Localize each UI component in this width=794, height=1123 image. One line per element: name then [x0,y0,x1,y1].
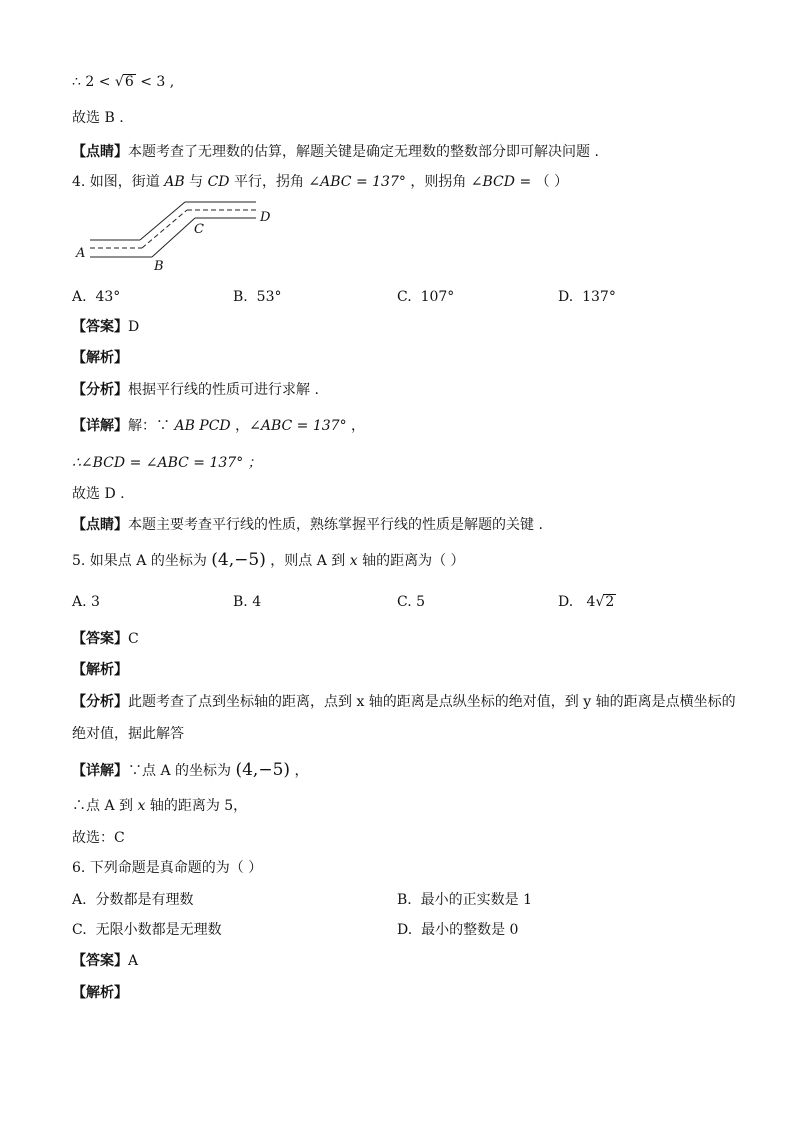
sqrt-radicand: 6 [124,74,134,90]
q4-option-a[interactable] [72,287,120,307]
q4-option-b[interactable] [233,287,281,307]
q5-answer [72,629,734,649]
q4-option-d[interactable] [558,287,616,307]
therefore-text: 轴的距离为 5， [145,798,248,814]
option-text: 无限小数都是无理数 [95,922,222,938]
fenxi-tag: 【分析】 [72,382,128,398]
q5-xiangjie [72,760,734,781]
q5-option-c[interactable] [397,592,425,612]
answer-tag: 【答案】 [72,319,128,335]
q5-fenxi-continued: 绝对值，据此解答 [72,726,184,742]
comment-tag: 【点睛】 [72,144,128,160]
inequality-right: < 3 , [135,74,175,90]
option-key: C. [72,922,87,938]
q4-therefore: ∴∠BCD = ∠ABC = 137° ； [72,455,262,471]
q4-math-angle-bcd: ∠BCD = [470,174,532,190]
figure-label-b: B [154,259,164,274]
option-key: A. [72,892,87,908]
question-4-stem [72,172,734,192]
option-text: 3 [91,594,100,610]
xiangjie-tag: 【详解】 [72,763,128,779]
q4-stem-part: 与 [184,174,208,190]
q4-stem-part: ，则拐角 [405,174,471,190]
q5-option-b[interactable] [233,592,261,612]
q5-stem-part: 轴的距离为（ ） [357,553,465,569]
q6-answer [72,951,734,971]
answer-tag: 【答案】 [72,631,128,647]
option-key: D. [558,289,574,305]
option-key: C. [397,289,412,305]
choose-b-line: 故选 B . [72,110,124,126]
option-text: 最小的正实数是 1 [420,892,533,908]
q5-choose: 故选：C [72,830,125,846]
street-figure [70,196,290,276]
comment-line-q3 [72,142,734,162]
xiangjie-text: ， [346,418,366,434]
option-key: B. [397,892,412,908]
option-text: 分数都是有理数 [95,892,194,908]
q4-choose: 故选 D . [72,486,125,502]
xiangjie-text: ， [290,763,309,779]
figure-label-a: A [76,246,86,261]
answer-text: D [128,319,140,335]
q4-xiangjie [72,416,734,436]
q5-stem-part: ，则点 A 到 [265,553,350,569]
option-key: A. [72,594,87,610]
comment-text: 本题考查了无理数的估算，解题关键是确定无理数的整数部分即可解决问题 . [128,144,599,160]
q5-axis: x [349,553,358,569]
inequality-left: ∴ 2 < [72,74,115,90]
xiangjie-text: 解：∵ [128,418,175,434]
q4-analysis-heading: 【解析】 [72,350,128,366]
fenxi-text: 根据平行线的性质可进行求解 . [128,382,319,398]
q6-option-c[interactable] [72,920,222,940]
option-text: 4 [586,594,596,610]
q5-fenxi [72,692,734,712]
option-text: 最小的整数是 0 [421,922,519,938]
q5-therefore [72,796,734,816]
q4-stem-part: 平行，拐角 [229,174,309,190]
q4-option-c[interactable] [397,287,454,307]
option-text: 43° [95,289,121,305]
q4-stem-part: 4. 如图，街道 [72,174,165,190]
xiangjie-math: ∠ABC = 137° [249,418,347,434]
question-6-stem: 6. 下列命题是真命题的为（ ） [72,860,263,876]
figure-label-d: D [260,210,271,225]
q5-axis: x [137,798,146,814]
option-text: 53° [256,289,282,305]
q4-math-ab: AB [164,174,185,190]
xiangjie-tag: 【详解】 [72,418,128,434]
answer-tag: 【答案】 [72,953,128,969]
option-key: C. [397,594,412,610]
q5-coordinate: (4,−5) [211,550,266,570]
xiangjie-text: ， [230,418,250,434]
option-text: 107° [420,289,455,305]
option-key: A. [72,289,87,305]
sqrt-radicand: 2 [605,594,615,610]
option-text: 137° [582,289,616,305]
dianjing-text: 本题主要考查平行线的性质，熟练掌握平行线的性质是解题的关键 . [128,517,543,533]
figure-label-c: C [194,222,204,237]
q4-fenxi [72,380,734,400]
option-text: 4 [252,594,262,610]
xiangjie-math: AB PCD [174,418,231,434]
option-key: B. [233,289,248,305]
inequality-line: ∴ 2 < √6 < 3 , [72,74,175,90]
q4-math-angle-abc: ∠ABC = 137° [308,174,406,190]
q5-option-a[interactable] [72,592,100,612]
street-line [140,202,185,240]
q4-answer [72,317,734,337]
dianjing-tag: 【点睛】 [72,517,128,533]
q5-analysis-heading: 【解析】 [72,662,128,678]
q6-option-b[interactable] [397,890,532,910]
q6-option-a[interactable] [72,890,193,910]
q4-math-cd: CD [207,174,230,190]
fenxi-text: 此题考查了点到坐标轴的距离，点到 x 轴的距离是点纵坐标的绝对值，到 y 轴的距离是点横坐标的 [128,694,736,710]
therefore-text: ∴点 A 到 [72,798,138,814]
q6-analysis-heading: 【解析】 [72,985,128,1001]
q5-stem-part: 5. 如果点 A 的坐标为 [72,553,212,569]
question-5-stem [72,550,734,571]
answer-text: C [128,631,139,647]
option-key: B. [233,594,248,610]
xiangjie-text: ∵点 A 的坐标为 [128,763,236,779]
option-key: D. [558,594,574,610]
q5-option-d[interactable]: D. 4√2 [558,594,615,610]
street-centerline [142,210,187,248]
fenxi-tag: 【分析】 [72,694,128,710]
q5-coordinate: (4,−5) [235,760,291,780]
answer-text: A [128,953,139,969]
q4-dianjing [72,515,734,535]
option-text: 5 [416,594,426,610]
option-key: D. [397,922,413,938]
q4-stem-part: （ ） [531,174,569,190]
q6-option-d[interactable] [397,920,518,940]
